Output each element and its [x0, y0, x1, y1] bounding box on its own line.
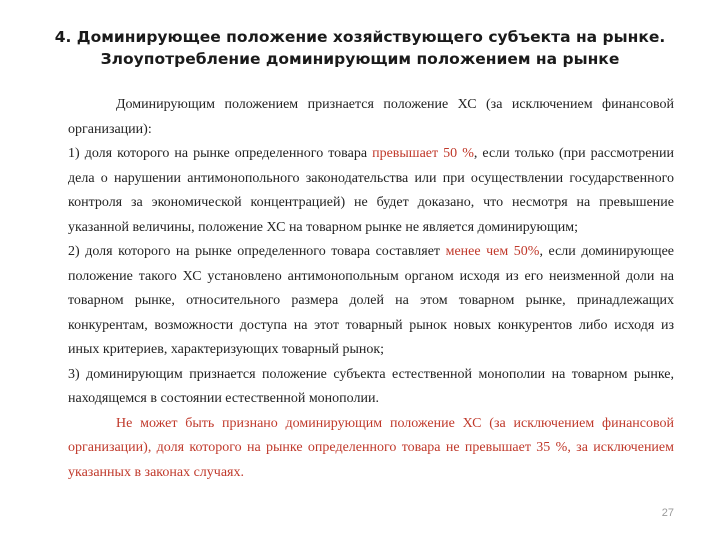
intro-paragraph: Доминирующим положением признается положение ХС (за исключением финансовой организации): [68, 97, 674, 137]
slide-title-line-2: Злоупотребление доминирующим положением на рынке [100, 50, 620, 68]
slide-title-line-1: 4. Доминирующее положение хозяйствующего субъекта на рынке. [54, 28, 666, 46]
criterion-2-paragraph [68, 240, 674, 363]
page-number: 27 [661, 507, 674, 519]
criterion-3-paragraph: 3) доминирующим признается положение субъекта естественной монополии на товарном рынке, находящемся в состоянии естественной монополии. [68, 366, 674, 406]
criterion-2-text-end: , если доминирующее положение такого ХС установлено антимонопольным органом исходя из его неизменной доли на товарном рынке, относительного размера долей на этом товарном рынке, принадлежащих конкурентам, возможности доступа на этот товарный рынок новых конкурентов либо исходя из иных критериев, характеризующих товарный рынок; [68, 244, 674, 357]
slide-title [40, 26, 680, 70]
slide-body [68, 93, 674, 485]
criterion-1-text-end: , если только (при рассмотрении дела о нарушении антимонопольного законодательства или при осуществлении государственного контроля за экономической концентрацией) не будет доказано, что несмотря на превышение указанной величины, положение ХС на товарном рынке не является доминирующим; [68, 146, 674, 235]
criterion-1-highlight: превышает 50 % [372, 146, 474, 161]
exception-note-paragraph: Не может быть признано доминирующим положение ХС (за исключением финансовой организации), доля которого на рынке определенного товара не превышает 35 %, за исключением указанных в законах случаях. [68, 415, 674, 480]
criterion-1-paragraph [68, 142, 674, 240]
criterion-2-text-start: 2) доля которого на рынке определенного товара составляет [68, 244, 446, 259]
criterion-1-text-start: 1) доля которого на рынке определенного товара [68, 146, 373, 161]
criterion-2-highlight: менее чем 50% [445, 244, 540, 259]
